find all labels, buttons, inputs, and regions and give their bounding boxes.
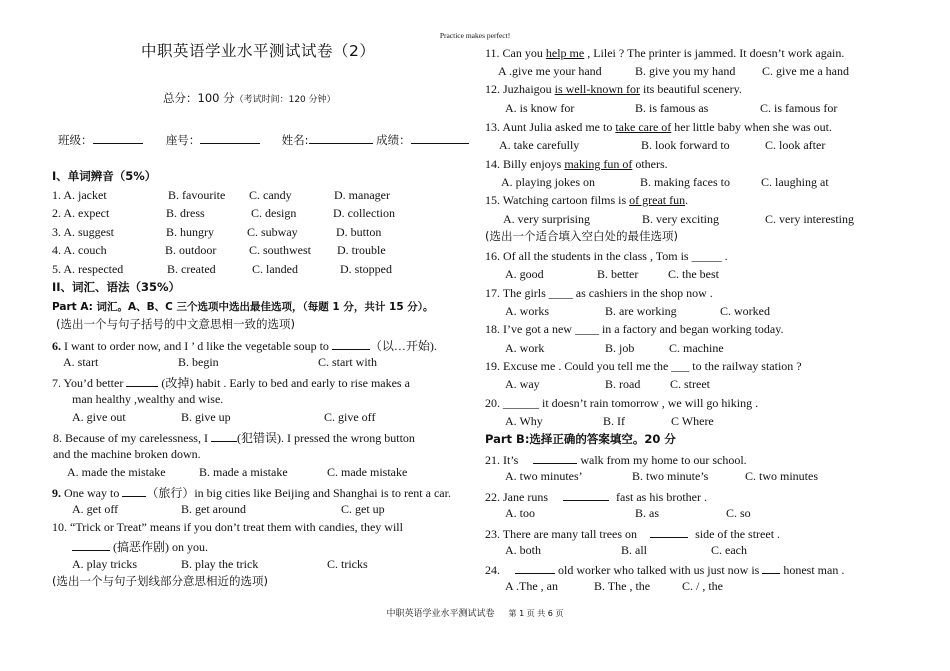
question-text-end: its beautiful scenery. — [639, 82, 742, 96]
question-text: I want to order now, and I ’ d like the vegetable soup to — [61, 339, 332, 353]
option-a: 5. A. respected — [52, 262, 124, 276]
option-d: D. manager — [334, 188, 390, 202]
grade-field[interactable] — [411, 131, 469, 144]
option-c[interactable]: C. each — [711, 543, 747, 557]
option-b[interactable]: B. If — [603, 414, 625, 428]
option-b: B. outdoor — [165, 243, 217, 257]
question-text: 12. Juzhaigou — [485, 82, 555, 96]
footer-title: 中职英语学业水平测试试卷 — [386, 609, 495, 619]
option-a[interactable]: A. work — [505, 341, 545, 355]
option-a[interactable]: A .give me your hand — [498, 64, 602, 78]
option-b[interactable]: B. very exciting — [642, 212, 719, 226]
question-text: 24. — [485, 563, 503, 577]
option-b[interactable]: B. are working — [605, 304, 677, 318]
option-c[interactable]: C. worked — [720, 304, 770, 318]
question-text-end: honest man . — [780, 563, 845, 577]
part-a-heading: Part A: 词汇。A、B、C 三个选项中选出最佳选项，（每题 1 分，共计 15 分）。 — [52, 301, 434, 313]
option-a[interactable]: A .The , an — [505, 579, 558, 593]
question-hint: (搞恶作剧) on you. — [110, 540, 208, 554]
question-text: 7. You’d better — [52, 376, 127, 390]
question-20-options — [505, 414, 925, 428]
option-b[interactable]: B. making faces to — [640, 175, 730, 189]
question-9-options — [72, 502, 462, 516]
question-21-options — [505, 469, 925, 483]
option-a[interactable]: A. made the mistake — [67, 465, 166, 479]
question-text: 15. Watching cartoon films is — [485, 193, 630, 207]
option-c[interactable]: C. machine — [669, 341, 724, 355]
question-number: 9. — [52, 486, 61, 500]
answer-blank[interactable] — [515, 561, 555, 574]
option-a[interactable]: A. Why — [505, 414, 543, 428]
total-score: 总分：100 分 — [163, 91, 235, 105]
seat-field[interactable] — [200, 131, 260, 144]
phonetics-row — [52, 262, 472, 276]
question-22-options — [505, 506, 925, 520]
option-a: 3. A. suggest — [52, 225, 115, 239]
underlined-phrase: help me — [545, 46, 585, 60]
option-c[interactable]: C. is famous for — [760, 101, 838, 115]
score-line — [163, 91, 336, 107]
phonetics-row — [52, 206, 472, 220]
option-a[interactable]: A. good — [505, 267, 544, 281]
page-number: 第 1 页 共 6 页 — [508, 609, 564, 618]
question-hint: （以…开始). — [369, 339, 437, 353]
question-text-end: fast as his brother . — [613, 490, 707, 504]
option-d: D. collection — [333, 206, 395, 220]
option-b[interactable]: B. two minute’s — [632, 469, 709, 483]
question-8-line-2: and the machine broken down. — [53, 447, 201, 461]
option-c[interactable]: C. give off — [324, 410, 376, 424]
instruction: (选出一个适合填入空白处的最佳选项) — [485, 229, 678, 243]
option-b[interactable]: B. give you my hand — [635, 64, 736, 78]
answer-blank[interactable] — [650, 525, 688, 538]
question-7-line-2: man healthy ,wealthy and wise. — [72, 392, 224, 406]
question-23-options — [505, 543, 925, 557]
question-text-end: . — [685, 193, 689, 207]
class-field[interactable] — [93, 131, 143, 144]
section-2-heading: II、词汇、语法（35%） — [52, 280, 181, 294]
option-b[interactable]: B. is famous as — [635, 101, 709, 115]
option-b: B. dress — [166, 206, 205, 220]
option-a[interactable]: A. playing jokes on — [501, 175, 595, 189]
option-a[interactable]: A. play tricks — [72, 557, 137, 571]
question-17-options — [505, 304, 925, 318]
question-8-options — [67, 465, 457, 479]
answer-blank[interactable] — [533, 451, 577, 464]
question-text-end: , Lilei ? The printer is jammed. It doesn’t work again. — [584, 46, 845, 60]
option-b[interactable]: B. give up — [181, 410, 231, 424]
question-text-end: her little baby when she was out. — [671, 120, 832, 134]
option-a[interactable]: A. give out — [72, 410, 126, 424]
question-21 — [485, 451, 747, 467]
option-b: B. favourite — [168, 188, 226, 202]
question-text-middle: old worker who talked with us just now is — [555, 563, 763, 577]
option-a[interactable]: A. too — [505, 506, 535, 520]
question-text: 14. Billy enjoys — [485, 157, 565, 171]
question-14 — [485, 157, 668, 171]
option-b[interactable]: B. job — [605, 341, 635, 355]
question-19: 19. Excuse me . Could you tell me the ___ to the railway station ? — [485, 359, 802, 373]
answer-blank[interactable] — [72, 538, 110, 551]
answer-blank[interactable] — [122, 484, 146, 497]
question-7-options — [72, 410, 462, 424]
question-16-options — [505, 267, 925, 281]
option-c[interactable]: C. so — [726, 506, 751, 520]
question-10: 10. “Trick or Treat” means if you don’t treat them with candies, they will — [52, 520, 403, 534]
question-15-options — [503, 212, 923, 226]
instruction: (选出一个与句子括号的中文意思相一致的选项) — [56, 317, 295, 331]
name-field[interactable] — [309, 131, 373, 144]
seat-label: 座号： — [165, 133, 201, 147]
exam-time: （考试时间：120 分钟） — [234, 95, 336, 105]
question-18-options — [505, 341, 925, 355]
option-b: B. hungry — [166, 225, 214, 239]
question-13 — [485, 120, 832, 134]
phonetics-row — [52, 225, 472, 239]
option-c[interactable]: C. laughing at — [761, 175, 829, 189]
question-text: 11. Can you — [485, 46, 546, 60]
answer-blank[interactable] — [332, 337, 370, 350]
phonetics-row — [52, 243, 472, 257]
option-a[interactable]: A. get off — [72, 502, 119, 516]
option-c[interactable]: C. get up — [341, 502, 385, 516]
option-a[interactable]: A. both — [505, 543, 541, 557]
page-header: Practice makes perfect! — [439, 31, 511, 40]
option-a[interactable]: A. very surprising — [503, 212, 590, 226]
option-a[interactable]: A. is know for — [505, 101, 575, 115]
underlined-phrase: is well-known for — [554, 82, 640, 96]
option-c: C. landed — [252, 262, 298, 276]
question-14-options — [501, 175, 921, 189]
instruction: (选出一个与句子划线部分意思相近的选项) — [52, 574, 268, 588]
right-column — [475, 0, 950, 671]
exam-title: 中职英语学业水平测试试卷（2） — [141, 42, 376, 60]
option-a[interactable]: A. two minutes’ — [505, 469, 583, 483]
question-11 — [485, 46, 844, 60]
question-19-options — [505, 377, 925, 391]
option-b[interactable]: B. The , the — [594, 579, 651, 593]
section-1-heading: I、单词辨音（5%） — [52, 169, 157, 183]
question-20: 20. ______ it doesn’t rain tomorrow , we will go hiking . — [485, 396, 759, 410]
option-c[interactable]: C. very interesting — [765, 212, 854, 226]
question-text: 8. Because of my carelessness, I — [53, 431, 211, 445]
option-b: B. created — [167, 262, 216, 276]
question-text: One way to — [61, 486, 123, 500]
answer-blank[interactable] — [211, 429, 237, 442]
option-a[interactable]: A. start — [63, 355, 99, 369]
question-7 — [52, 374, 410, 390]
question-17: 17. The girls ____ as cashiers in the shop now . — [485, 286, 713, 300]
option-b[interactable]: B. road — [605, 377, 641, 391]
option-b[interactable]: B. play the trick — [181, 557, 259, 571]
answer-blank[interactable] — [762, 561, 780, 574]
question-hint: (改掉) habit . Early to bed and early to rise makes a — [158, 376, 410, 390]
option-b[interactable]: B. made a mistake — [199, 465, 288, 479]
question-15 — [485, 193, 688, 207]
underlined-phrase: making fun of — [564, 157, 633, 171]
option-b[interactable]: B. get around — [181, 502, 246, 516]
option-a[interactable]: A. take carefully — [499, 138, 580, 152]
option-c: C. candy — [249, 188, 292, 202]
question-text: 22. Jane runs — [485, 490, 551, 504]
option-c: C. southwest — [249, 243, 312, 257]
question-22 — [485, 488, 707, 504]
question-24 — [485, 561, 844, 577]
phonetics-row — [52, 188, 472, 202]
question-16: 16. Of all the students in the class , Tom is _____ . — [485, 249, 728, 263]
part-b-heading: Part B:选择正确的答案填空。20 分 — [485, 432, 676, 446]
question-24-options — [505, 579, 925, 593]
question-9 — [52, 484, 451, 500]
question-text-end: walk from my home to our school. — [577, 453, 747, 467]
option-a[interactable]: A. works — [505, 304, 549, 318]
question-8 — [53, 429, 415, 445]
option-c[interactable]: C. the best — [668, 267, 719, 281]
option-c[interactable]: C. give me a hand — [762, 64, 849, 78]
option-c[interactable]: C. street — [670, 377, 710, 391]
underlined-phrase: of great fun — [629, 193, 686, 207]
question-13-options — [499, 138, 919, 152]
question-10-line-2 — [72, 538, 208, 554]
name-label: 姓名: — [281, 133, 309, 147]
grade-label: 成绩： — [376, 133, 411, 147]
question-hint: （旅行）in big cities like Beijing and Shanghai is to rent a car. — [146, 486, 451, 500]
option-c[interactable]: C. start with — [318, 355, 377, 369]
option-b[interactable]: B. begin — [178, 355, 219, 369]
question-23 — [485, 525, 780, 541]
answer-blank[interactable] — [126, 374, 158, 387]
option-c: C. design — [251, 206, 297, 220]
option-b[interactable]: B. look forward to — [641, 138, 730, 152]
page-footer — [0, 606, 950, 619]
question-hint: (犯错误). I pressed the wrong button — [236, 431, 415, 445]
question-text-end: others. — [632, 157, 668, 171]
question-11-options — [498, 64, 918, 78]
option-c[interactable]: C. / , the — [682, 579, 723, 593]
class-label: 班级： — [58, 133, 93, 147]
option-a: 4. A. couch — [52, 243, 107, 257]
option-c: C. subway — [247, 225, 298, 239]
option-a[interactable]: A. way — [505, 377, 540, 391]
question-10-options — [72, 557, 462, 571]
option-b[interactable]: B. as — [635, 506, 659, 520]
option-c[interactable]: C. made mistake — [327, 465, 408, 479]
option-d: D. button — [336, 225, 382, 239]
option-b[interactable]: B. all — [621, 543, 647, 557]
option-c[interactable]: C. two minutes — [745, 469, 819, 483]
option-b[interactable]: B. better — [597, 267, 639, 281]
question-6 — [52, 337, 437, 353]
question-text: 21. It’s — [485, 453, 522, 467]
question-18: 18. I’ve got a new ____ in a factory and began working today. — [485, 322, 784, 336]
option-c[interactable]: C. look after — [765, 138, 826, 152]
question-6-options — [63, 355, 463, 369]
option-c[interactable]: C. tricks — [327, 557, 368, 571]
option-c[interactable]: C Where — [671, 414, 714, 428]
option-d: D. trouble — [337, 243, 386, 257]
answer-blank[interactable] — [563, 488, 609, 501]
student-info-row — [58, 131, 469, 147]
option-a: 2. A. expect — [52, 206, 110, 220]
underlined-phrase: take care of — [615, 120, 672, 134]
question-number: 6. — [52, 339, 61, 353]
question-12-options — [505, 101, 925, 115]
option-a: 1. A. jacket — [52, 188, 107, 202]
question-12 — [485, 82, 742, 96]
option-d: D. stopped — [340, 262, 392, 276]
question-text: 13. Aunt Julia asked me to — [485, 120, 616, 134]
question-text: 23. There are many tall trees on — [485, 527, 641, 541]
question-text-end: side of the street . — [692, 527, 781, 541]
